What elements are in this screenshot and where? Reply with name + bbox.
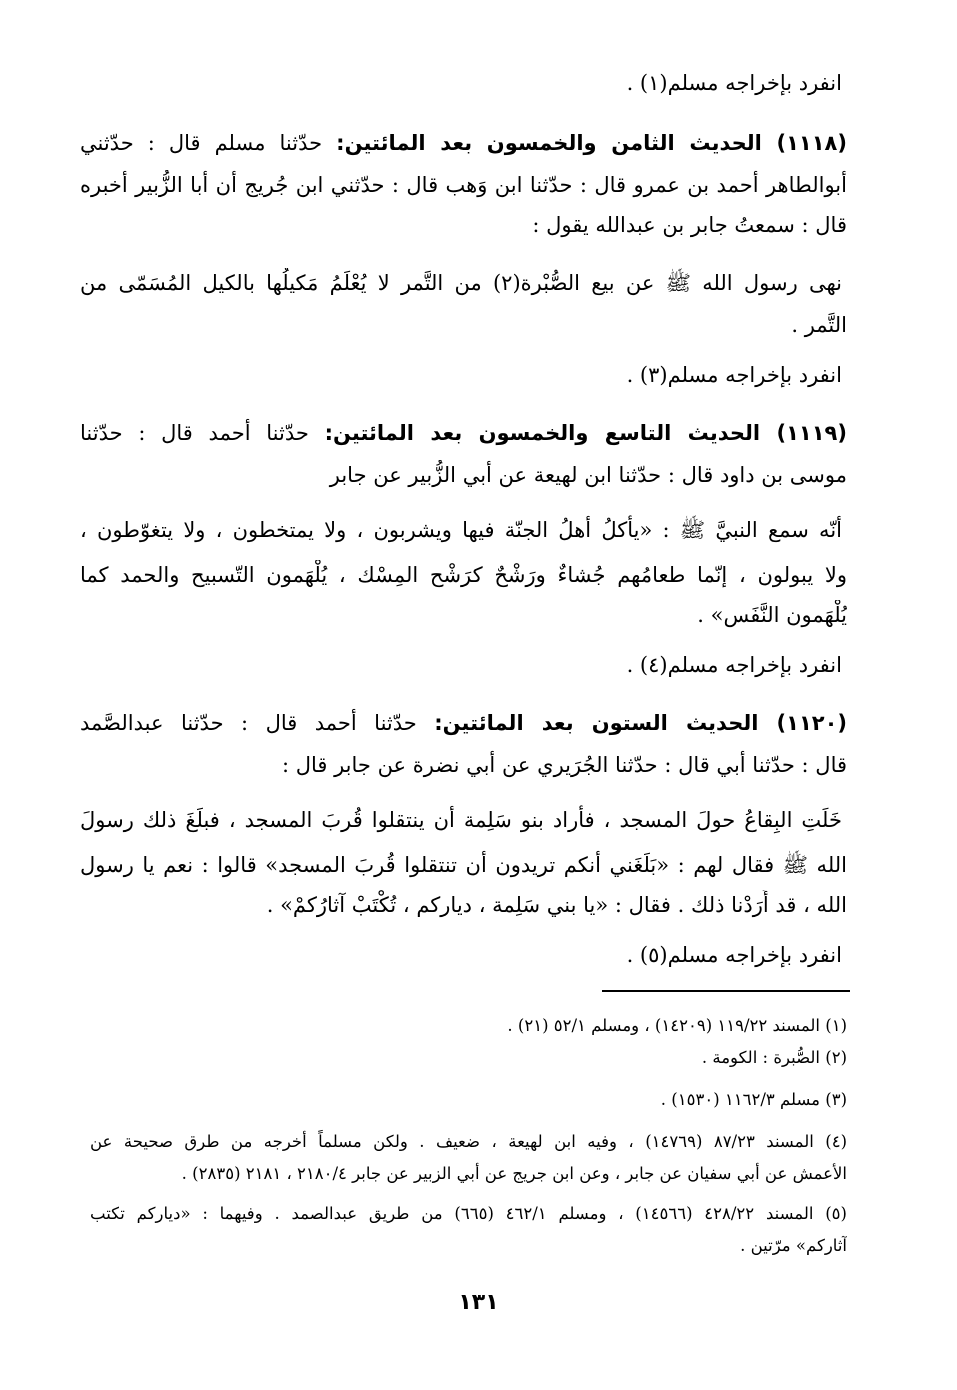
hadith-number-title: (١١١٩) الحديث التاسع والخمسون بعد المائتين: [324, 421, 847, 445]
footnote-4: (٤) المسند ٨٧/٢٣ (١٤٧٦٩) ، وفيه ابن لهيعة ، ضعيف . ولكن مسلماً أخرجه من طرق صحيحة عن [90, 1132, 847, 1151]
footnote-2: (٢) الصُّبرة : الكومة . [701, 1048, 847, 1067]
text-line: انفرد بإخراجه مسلم(٤) . [626, 653, 842, 677]
hadith-chain-start: حدّثنا أحمد قال : حدّثنا [80, 421, 309, 445]
text-line: أبوالطاهر أحمد بن عمرو قال : حدّثنا ابن وَهب قال : حدّثني ابن جُريج أن أبا الزُّبير أخبره [80, 173, 847, 197]
text-line: خَلَتِ البِقاعُ حولَ المسجد ، فأراد بنو سَلِمة أن ينتقلوا قُربَ المسجد ، فبلَغَ ذلك رسولَ [80, 808, 842, 832]
text-line: التَّمر . [791, 313, 847, 337]
text-line: انفرد بإخراجه مسلم(١) . [626, 71, 842, 95]
text-line: الله ، قد أَرَدْنا ذلك . فقال : «يا بني سَلِمة ، دياركم ، تُكْتَبْ آثارُكمْ» . [266, 893, 847, 917]
footnote-5: (٥) المسند ٤٢٨/٢٢ (١٤٥٦٦) ، ومسلم ٤٦٢/١ (٦٦٥) من طريق عبدالصمد . وفيهما : «دياركم تكتب [90, 1204, 847, 1223]
page-number: ١٣١ [458, 1290, 499, 1315]
hadith-1119-heading [80, 418, 847, 448]
hadith-number-title: (١١١٨) الحديث الثامن والخمسون بعد المائتين: [336, 131, 847, 155]
footnote-1: (١) المسند ١١٩/٢٢ (١٤٢٠٩) ، ومسلم ٥٢/١ (٢١) . [507, 1016, 847, 1035]
text-line: انفرد بإخراجه مسلم(٣) . [626, 363, 842, 387]
hadith-1118-heading [80, 128, 847, 158]
text-line: الله ﷺ فقال لهم : «بَلَغَني أنكم تريدون أن تنتقلوا قُربَ المسجد» قالوا : نعم يا رسول [80, 853, 847, 877]
footnote-4-cont: الأعمش عن أبي سفيان عن جابر ، وعن ابن جريج عن أبي الزبير عن جابر ٢١٨٠/٤ ، ٢١٨١ (٢٨٣٥) . [181, 1164, 847, 1183]
text-line: أنّه سمع النبيَّ ﷺ : «يأكلُ أهلُ الجنّة فيها ويشربون ، ولا يمتخطون ، ولا يتغوّطون ، [80, 518, 842, 542]
text-line: انفرد بإخراجه مسلم(٥) . [626, 943, 842, 967]
footnote-5-cont: آثاركم» مرّتين . [740, 1236, 847, 1255]
text-line: ولا يبولون ، إنّما طعامُهم جُشاءٌ ورَشْحٌ كرَشْح المِسْك ، يُلْهَمون التّسبيح والحمد كما [80, 563, 847, 587]
hadith-chain-start: حدّثنا مسلم قال : حدّثني [80, 131, 323, 155]
text-line: نهى رسول الله ﷺ عن بيع الصُّبْرة(٢) من التَّمر لا يُعْلَمُ مَكيلُها بالكيل المُسَمّى من [80, 271, 842, 295]
hadith-number-title: (١١٢٠) الحديث الستون بعد المائتين: [434, 711, 847, 735]
text-line: قال : سمعتُ جابر بن عبدالله يقول : [532, 213, 847, 237]
text-line: يُلْهَمون النَّفَس» . [697, 603, 847, 627]
text-line: قال : حدّثنا أبي قال : حدّثنا الجُرَيري عن أبي نضرة عن جابر قال : [281, 753, 847, 777]
hadith-chain-start: حدّثنا أحمد قال : حدّثنا عبدالصَّمد [80, 711, 417, 735]
text-line: موسى بن داود قال : حدّثنا ابن لهيعة عن أبي الزُّبير عن جابر [329, 463, 847, 487]
footnote-3: (٣) مسلم ١١٦٢/٣ (١٥٣٠) . [660, 1090, 847, 1109]
footnote-separator [602, 990, 850, 992]
hadith-1120-heading [80, 708, 847, 738]
